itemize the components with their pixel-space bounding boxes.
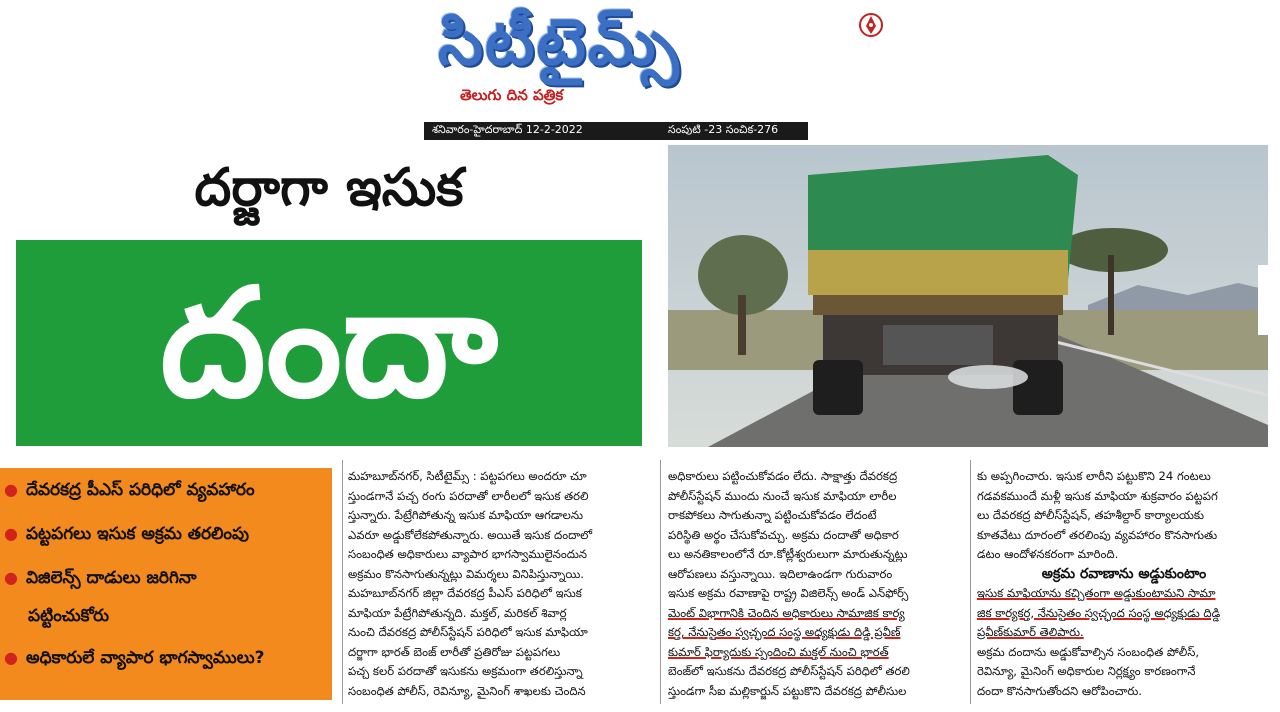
- highlight-item: ● పట్టపగలు ఇసుక అక్రమ తరలింపు: [4, 524, 249, 544]
- article-line: సంబంధిత అధికారులు వ్యాపార భాగస్వాములైనందున: [348, 547, 588, 561]
- article-line: పచ్చ కలర్ పరదాతో ఇసుకను అక్రమంగా తరలిస్తున్నా: [348, 664, 583, 678]
- bullet-icon: ●: [4, 480, 18, 499]
- article-line: కూతవేటు దూరంలో తరలింపు వ్యవహారం కొనసాగుతు: [977, 527, 1218, 542]
- dateline-date: శనివారం-హైదరాబాద్ 12-2-2022: [432, 123, 583, 136]
- article-line: రాకపోకలు సాగుతున్నా పట్టించుకోవడం లేదంటే: [668, 508, 877, 522]
- article-subheading: అక్రమ రవాణాను అడ్డుకుంటాం: [1041, 565, 1207, 582]
- article-line: సంబంధిత పోలీస్, రెవిన్యూ, మైనింగ్ శాఖలకు చెందిన: [348, 683, 586, 698]
- highlight-item: ● విజిలెన్స్ దాడులు జరిగినా: [4, 568, 197, 588]
- article-line: ఇసుక అక్రమ రవాణాపై రాష్ట్ర విజిలెన్స్ అండ్ ఎన్‌ఫోర్స్: [668, 586, 909, 600]
- article-line: కు అప్పగించారు. ఇసుక లారీని పట్టుకొని 24 గంటలు: [977, 469, 1211, 483]
- masthead: [430, 6, 890, 106]
- article-line: రెవిన్యూ, మైనింగ్ అధికారుల నిర్లక్ష్యం కారణంగానే: [977, 664, 1196, 678]
- article-line: ఎవరూ అడ్డుకోలేకపోతున్నారు. అయితే ఇసుక దందాలో: [348, 527, 593, 542]
- column-divider: [660, 460, 661, 704]
- article-line: అధికారులు పట్టించుకోవడం లేదు. సాక్షాత్తు దేవరకద్ర: [668, 469, 898, 483]
- bullet-icon: ●: [4, 648, 18, 667]
- bullet-icon: ●: [4, 568, 18, 587]
- article-line: అక్రమ దందాను అడ్డుకోవాల్సిన సంబంధిత పోలీస్,: [977, 644, 1200, 659]
- article-line: దందా కొనసాగుతోందని ఆరోపించారు.: [977, 683, 1142, 698]
- article-line: మాఫియా పేట్రేగిపోతున్నది. మక్తల్, మరికల్ శివార్ల: [348, 605, 567, 620]
- article-line: ప్రవీణ్‌కుమార్ తెలిపారు.: [977, 625, 1084, 639]
- dateline-issue: సంపుటి -23 సంచిక-276: [668, 123, 779, 136]
- headline-main: దందా: [160, 257, 498, 431]
- highlight-item-continued: పట్టించుకోరు: [28, 606, 110, 626]
- newspaper-subtitle: తెలుగు దిన పత్రిక: [460, 86, 564, 104]
- article-line: డటం ఆందోళనకరంగా మారింది.: [977, 547, 1119, 561]
- article-line: పోలీస్‌స్టేషన్ ముందు నుంచే ఇసుక మాఫియా లారీల: [668, 488, 897, 503]
- article-column-2: [668, 467, 964, 701]
- headline-banner: [16, 240, 642, 446]
- highlight-item: ● అధికారులే వ్యాపార భాగస్వాములు?: [4, 648, 265, 668]
- dateline-bar: [424, 122, 808, 140]
- highlight-item: ● దేవరకద్ర పీఎస్ పరిధిలో వ్యవహారం: [4, 480, 255, 500]
- article-line: జిక కార్యకర్త, నేనుసైతం స్వచ్ఛంద సంస్థ అధ్యక్షుడు దిడ్డి: [977, 605, 1221, 620]
- article-line: దర్జాగా భారత్ బెంజ్ లారీతో ప్రతిరోజు పట్టపగలు: [348, 644, 561, 659]
- article-line: స్తుండగా సీఐ మల్లికార్జున్ పట్టుకొని దేవరకద్ర పోలీసుల: [668, 683, 907, 698]
- highlights-box: [0, 468, 332, 700]
- article-line: లు దేవరకద్ర పోలీస్‌స్టేషన్, తహశీల్దార్ కార్యాలయకు: [977, 508, 1204, 522]
- pen-nib-icon: [858, 12, 884, 38]
- article-line: ఆరోపణలు వస్తున్నాయి. ఇదిలాఉండగా గురువారం: [668, 566, 893, 581]
- article-line: గడవకముందే మళ్లీ ఇసుక మాఫియా శుక్రవారం పట్టపగ: [977, 488, 1218, 503]
- article-line: నుంచి దేవరకద్ర పోలీస్‌స్టేషన్ పరిధిలో ఇసుక మాఫియా: [348, 625, 588, 639]
- newspaper-logo: సిటీటైమ్స్: [438, 6, 681, 80]
- column-divider: [970, 460, 971, 704]
- article-column-3: [977, 467, 1271, 701]
- article-line: లు అనతికాలంలోనే రూ.కోట్లీశ్వరులుగా మారుతున్నట్లు: [668, 547, 908, 561]
- article-line: స్తున్నారు. పేట్రేగిపోతున్న ఇసుక మాఫియా ఆగడాలను: [348, 508, 584, 522]
- article-line: పరిస్థితి అర్థం చేసుకోవచ్చు. అక్రమ దందాతో అధికార: [668, 527, 899, 542]
- article-line: కుమార్ ఫిర్యాదుకు స్పందించి మక్తల్ నుంచి భారత్: [668, 644, 889, 659]
- article-line: కర్త, నేనుసైతం స్వచ్ఛంద సంస్థ అధ్యక్షుడు దిడ్డి ప్రవీణ్: [668, 625, 901, 639]
- bullet-icon: ●: [4, 524, 18, 543]
- article-line: స్తుండగానే పచ్చ రంగు పరదాతో లారీలలో ఇసుక తరలి: [348, 488, 589, 503]
- article-column-1: [348, 467, 654, 701]
- article-line: అక్రమం కొనసాగుతున్నట్లు విమర్శలు వినిపిస్తున్నాయి.: [348, 566, 584, 581]
- article-line: బెంజ్‌లో ఇసుకను దేవరకద్ర పోలీస్‌స్టేషన్ పరిధిలో తరలి: [668, 664, 910, 678]
- article-line: మహబూబ్‌నగర్, సిటీటైమ్స్ : పట్టపగలు అందరూ చూ: [348, 469, 587, 483]
- article-line: మెంట్ విభాగానికి చెందిన అధికారులు సామాజిక కార్య: [668, 605, 905, 620]
- article-line: ఇసుక మాఫియాను కచ్చితంగా అడ్డుకుంటామని సామా: [977, 586, 1216, 600]
- column-divider: [342, 460, 343, 704]
- headline-kicker: దర్జాగా ఇసుక: [194, 158, 464, 218]
- article-line: మహబూబ్‌నగర్ జిల్లా దేవరకద్ర పీఎస్ పరిధిలో ఇసుక: [348, 586, 582, 600]
- news-photo-truck: [668, 145, 1268, 447]
